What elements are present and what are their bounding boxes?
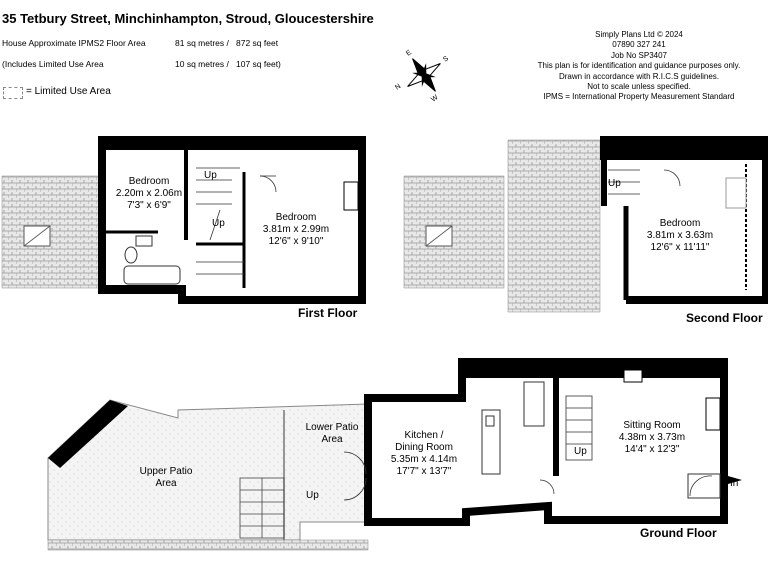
- entrance-label: In: [730, 478, 739, 489]
- room-metric: 4.38m x 3.73m: [618, 432, 686, 443]
- property-title: 35 Tetbury Street, Minchinhampton, Stroud, Gloucestershire: [2, 11, 374, 26]
- room-metric: 3.81m x 3.63m: [646, 230, 714, 241]
- roof-slope-left: [2, 176, 102, 288]
- area-metric: 81 sq metres /: [175, 38, 229, 48]
- first-stair-up-1: Up: [204, 170, 217, 181]
- credit-disclaimer: This plan is for identification and guidance purposes only.: [537, 61, 741, 71]
- limited-area-metric: 10 sq metres /: [175, 59, 229, 69]
- area-label: House Approximate IPMS2 Floor Area: [2, 38, 146, 48]
- first-bedroom-large: [250, 212, 342, 248]
- room-imperial: 17'7" x 13'7": [396, 466, 452, 477]
- patio-name-line2: Area: [321, 434, 343, 445]
- credit-ipms: IPMS = International Property Measurement Standard: [543, 92, 735, 102]
- kitchen-counter: [524, 382, 544, 426]
- second-bedroom: [632, 218, 728, 254]
- second-stair-up: Up: [608, 178, 621, 189]
- first-bedroom-small: [110, 176, 188, 212]
- room-name: Sitting Room: [623, 420, 681, 431]
- lower-patio-label: [296, 422, 368, 446]
- patio-name-line1: Lower Patio: [305, 422, 359, 433]
- room-metric: 5.35m x 4.14m: [390, 454, 458, 465]
- room-name-line2: Dining Room: [395, 442, 453, 453]
- first-floor-label: First Floor: [298, 306, 358, 320]
- room-metric: 3.81m x 2.99m: [262, 224, 330, 235]
- ground-floor-label: Ground Floor: [640, 526, 717, 540]
- area-imperial: 872 sq feet: [236, 38, 279, 48]
- compass-s: S: [442, 55, 450, 64]
- credit-scale: Not to scale unless specified.: [587, 82, 691, 92]
- toilet-icon: [125, 247, 137, 263]
- compass-icon: [396, 47, 452, 103]
- room-imperial: 7'3" x 6'9": [127, 200, 171, 211]
- room-metric: 2.20m x 2.06m: [115, 188, 183, 199]
- room-imperial: 12'6" x 11'11": [650, 242, 710, 253]
- compass-n: N: [394, 83, 403, 92]
- legend-label: = Limited Use Area: [26, 86, 111, 97]
- sitting-stair-up: Up: [574, 446, 587, 457]
- roof-slope-left-2: [404, 176, 504, 288]
- room-name-line1: Kitchen /: [404, 430, 444, 441]
- second-floor-label: Second Floor: [686, 311, 763, 325]
- room-name: Bedroom: [128, 176, 170, 187]
- credit-rics: Drawn in accordance with R.I.C.S guidelines.: [558, 71, 720, 81]
- sink-icon: [136, 236, 152, 246]
- credit-company: Simply Plans Ltd © 2024: [595, 30, 683, 39]
- room-imperial: 12'6" x 9'10": [268, 236, 324, 247]
- patio-name-line2: Area: [155, 478, 177, 489]
- credit-phone: 07890 327 241: [612, 40, 666, 50]
- first-stair-up-2: Up: [212, 218, 225, 229]
- limited-area-label: (Includes Limited Use Area: [2, 59, 104, 69]
- patio-name-line1: Upper Patio: [139, 466, 193, 477]
- room-name: Bedroom: [275, 212, 317, 223]
- compass-w: W: [430, 94, 440, 104]
- credit-job: Job No SP3407: [610, 50, 668, 60]
- bath-icon: [124, 266, 180, 284]
- upper-patio-label: [128, 466, 204, 490]
- limited-area-imperial: 107 sq feet): [236, 59, 281, 69]
- kitchen-dining-label: [382, 430, 466, 478]
- patio-stair-up: Up: [306, 490, 319, 501]
- sitting-room-label: [604, 420, 700, 456]
- room-imperial: 14'4" x 12'3": [624, 444, 680, 455]
- compass-e: E: [405, 49, 413, 58]
- room-name: Bedroom: [659, 218, 701, 229]
